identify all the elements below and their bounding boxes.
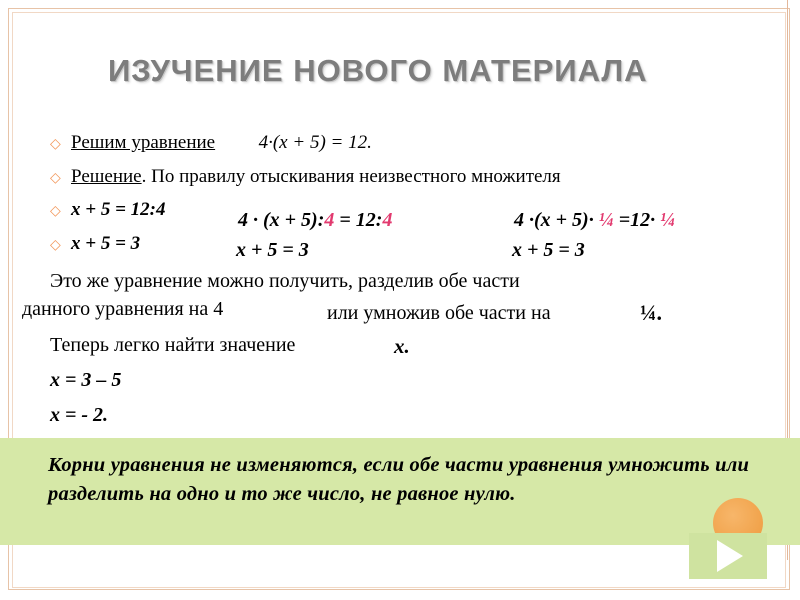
slide-title: ИЗУЧЕНИЕ НОВОГО МАТЕРИАЛА: [108, 53, 648, 88]
solution-step-2: x = - 2.: [50, 404, 109, 426]
alt2-equation: [514, 209, 675, 232]
alt1-equation: [238, 209, 392, 232]
alt1-result: x + 5 = 3: [236, 239, 309, 261]
bullet-icon: ◇: [50, 237, 61, 253]
find-value-var: x.: [394, 334, 410, 358]
alt2-eq-b: ¼: [598, 209, 614, 231]
bullet-icon: ◇: [50, 170, 61, 186]
alt1-eq-c: = 12:: [334, 209, 383, 231]
alt2-result: x + 5 = 3: [512, 239, 585, 261]
alt2-eq-c: =12·: [613, 209, 661, 231]
bullet-3-equation: x + 5 = 12:4: [71, 199, 166, 220]
alt2-eq-a: 4 ·(x + 5)·: [514, 209, 599, 231]
explanation-line-2: данного уравнения на 4: [22, 298, 224, 320]
explanation-line-2b: или умножив обе части на: [327, 302, 551, 324]
bullet-2-label: Решение: [71, 166, 142, 187]
explanation-line-1: Это же уравнение можно получить, разделив обе части: [50, 270, 520, 292]
bullet-1-label: Решим уравнение: [71, 132, 216, 153]
solution-step-1: x = 3 – 5: [50, 369, 122, 391]
play-icon[interactable]: [717, 540, 743, 572]
alt1-eq-a: 4 · (x + 5):: [238, 209, 325, 231]
alt1-eq-d: 4: [382, 209, 393, 231]
bullet-icon: ◇: [50, 203, 61, 219]
bullet-2: [71, 166, 561, 188]
quarter-fraction: ¼.: [640, 300, 662, 325]
bullet-icon: ◇: [50, 136, 61, 152]
alt2-eq-d: ¼: [660, 209, 676, 231]
rule-text: Корни уравнения не изменяются, если обе части уравнения умножить или разделить на одно и то же число, не равное нулю.: [48, 454, 750, 505]
find-value-text: Теперь легко найти значение: [50, 334, 296, 356]
bullet-1-equation: 4·(x + 5) = 12.: [258, 132, 372, 153]
bullet-2-text: . По правилу отыскивания неизвестного множителя: [141, 166, 561, 187]
bullet-4-equation: x + 5 = 3: [71, 233, 141, 254]
bullet-1: [71, 132, 372, 154]
alt1-eq-b: 4: [324, 209, 335, 231]
